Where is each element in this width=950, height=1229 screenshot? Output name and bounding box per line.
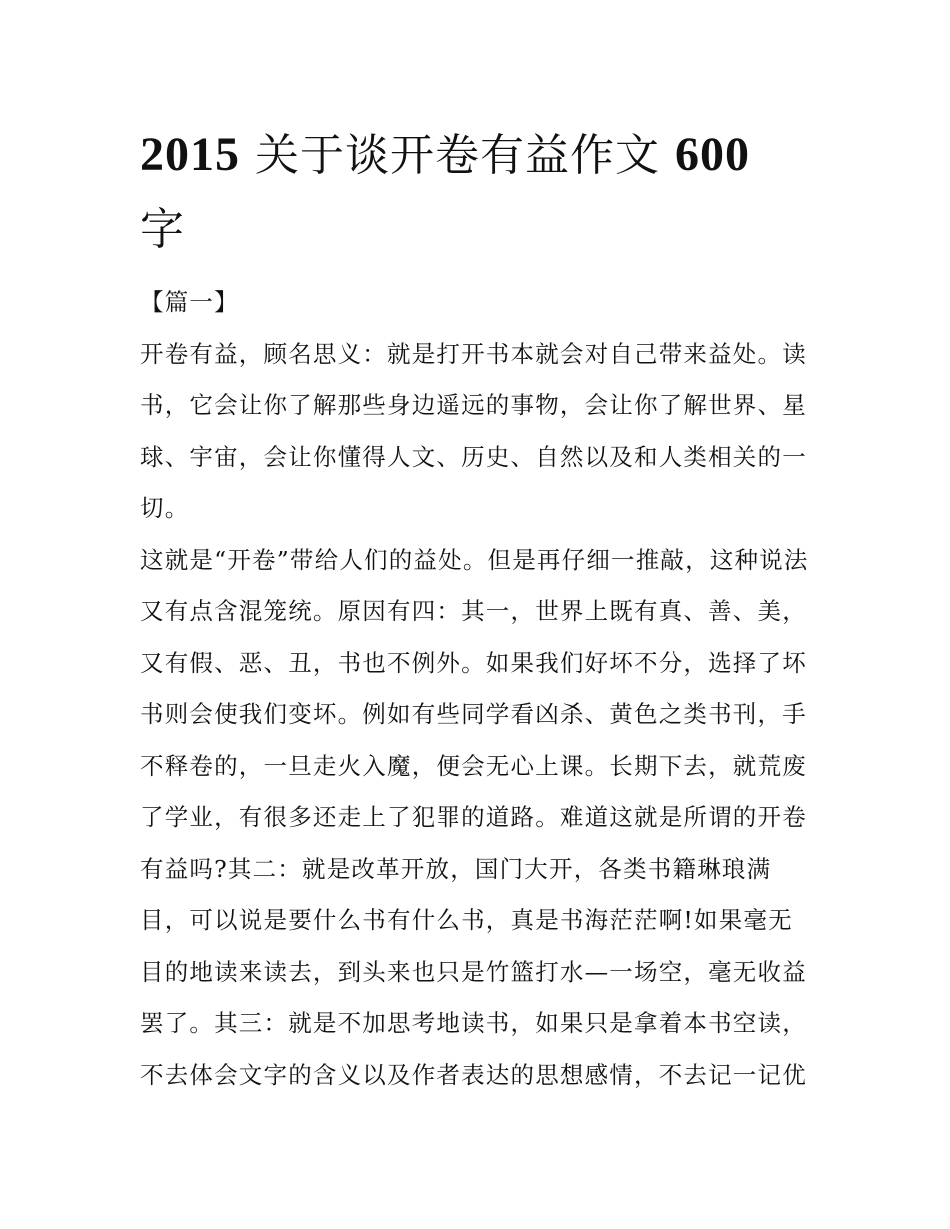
paragraph-line: 切。 <box>140 494 190 522</box>
paragraph-line: 这就是“开卷”带给人们的益处。但是再仔细一推敲，这种说法 <box>140 545 809 574</box>
paragraph-line: 开卷有益，顾名思义：就是打开书本就会对自己带来益处。读 <box>140 339 807 368</box>
paragraph-line: 不去体会文字的含义以及作者表达的思想感情，不去记一记优 <box>140 1060 807 1089</box>
paragraph-line: 书则会使我们变坏。例如有些同学看凶杀、黄色之类书刊，手 <box>140 700 807 728</box>
section-heading: 【篇一】 <box>140 288 239 316</box>
paragraph-line: 球、宇宙，会让你懂得人文、历史、自然以及和人类相关的一 <box>140 442 807 471</box>
title-word-count: 600 <box>675 128 750 181</box>
paragraph-line: 又有点含混笼统。原因有四：其一，世界上既有真、善、美， <box>140 597 807 625</box>
title-text: 关于谈开卷有益作文 <box>255 130 660 181</box>
paragraph-line: 有益吗?其二：就是改革开放，国门大开，各类书籍琳琅满 <box>140 854 772 883</box>
paragraph-line: 又有假、恶、丑，书也不例外。如果我们好坏不分，选择了坏 <box>140 648 807 677</box>
title-year: 2015 <box>140 128 240 181</box>
paragraph-line: 书，它会让你了解那些身边遥远的事物，会让你了解世界、星 <box>140 391 807 419</box>
paragraph-line: 目，可以说是要什么书有什么书，真是书海茫茫啊!如果毫无 <box>140 906 793 934</box>
paragraph-line: 罢了。其三：就是不加思考地读书，如果只是拿着本书空读， <box>140 1009 807 1037</box>
title-line-1 <box>140 118 840 193</box>
title-line-2: 字 <box>140 204 185 255</box>
document-title <box>140 118 840 267</box>
paragraph-line: 目的地读来读去，到头来也只是竹篮打水—一场空，毫无收益 <box>140 957 807 986</box>
document-body <box>140 282 820 1106</box>
paragraph-line: 了学业，有很多还走上了犯罪的道路。难道这就是所谓的开卷 <box>140 803 807 831</box>
paragraph-line: 不释卷的，一旦走火入魔，便会无心上课。长期下去，就荒废 <box>140 751 807 780</box>
